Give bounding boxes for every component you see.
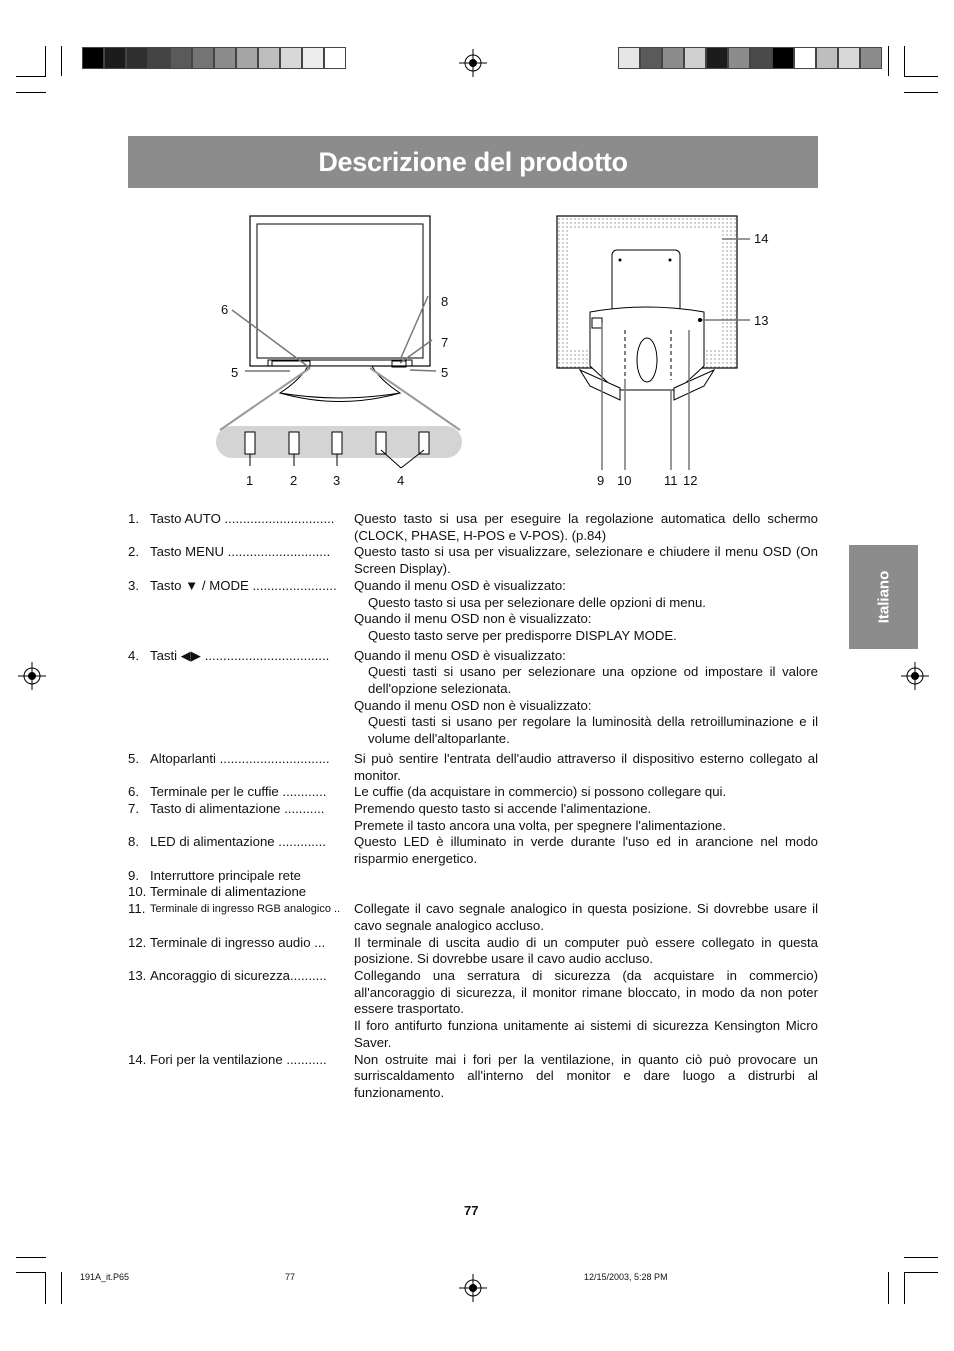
footer-timestamp: 12/15/2003, 5:28 PM [584,1272,668,1282]
callout-5-left: 5 [231,365,239,380]
callout-10: 10 [617,473,632,488]
list-item-number: 3. [128,577,139,593]
description-line: Questo tasto serve per predisporre DISPLAY MODE. [368,627,677,643]
list-item-label: Tasto ▼ / MODE ....................... [150,577,337,593]
list-item-label: Ancoraggio di sicurezza.......... [150,967,327,983]
list-item-label: Terminale di ingresso audio ... [150,934,326,950]
swatch [794,47,816,69]
crop-mark [904,76,938,77]
callout-14: 14 [754,231,769,246]
swatch [728,47,750,69]
footer-file: 191A_it.P65 [80,1272,130,1282]
page-number: 77 [464,1203,479,1218]
list-item-number: 13. [128,967,147,983]
swatch [104,47,126,69]
description-line: Questo tasto si usa per visualizzare, selezionare e chiudere il menu OSD (On Screen Display). [354,544,818,577]
crop-mark [904,1257,938,1258]
list-item-description [354,784,818,801]
crop-mark [16,76,46,77]
description-line: Premendo questo tasto si accende l'alimentazione. [354,800,652,816]
callout-5-right: 5 [441,365,449,380]
description-line: Collegate il cavo segnale analogico in questa posizione. Si dovrebbe usare il cavo segnale analogico accluso. [354,901,818,933]
crop-mark [45,46,46,76]
list-item-description [354,884,818,901]
swatch [236,47,258,69]
crop-mark [16,1272,46,1273]
list-item-label: Altoparlanti .............................. [150,750,330,766]
description-line: Il terminale di uscita audio di un computer può essere collegato in questa posizione. Si dovrebbe usare il cavo audio accluso. [354,934,818,967]
registration-mark-icon [18,662,46,690]
list-item-number: 11. [128,901,146,917]
list-item-number: 5. [128,750,139,766]
swatch [640,47,662,69]
list-item [128,901,818,934]
callout-12: 12 [683,473,698,488]
swatch [170,47,192,69]
swatch [772,47,794,69]
crop-mark [904,46,905,76]
list-item-description [354,1052,818,1102]
list-item-description [354,834,818,867]
list-item-number: 8. [128,834,139,850]
list-item [128,784,818,801]
swatch [838,47,860,69]
list-item-description [354,901,818,934]
monitor-front-diagram [210,210,470,470]
crop-mark [45,1272,46,1304]
swatch [302,47,324,69]
callout-4: 4 [397,473,405,488]
description-line: Questi tasti si usano per regolare la luminosità della retroilluminazione e il volume dell'altoparlante. [368,714,818,747]
callout-2: 2 [290,473,298,488]
list-item-number: 6. [128,784,139,800]
footer-page: 77 [285,1272,296,1282]
swatch [706,47,728,69]
description-line: Si può sentire l'entrata dell'audio attraverso il dispositivo esterno collegato al monitor. [354,750,818,783]
list-item [128,648,818,748]
swatch [148,47,170,69]
list-item [128,544,818,577]
description-line: Non ostruite mai i fori per la ventilazione, in quanto ciò può provocare un surriscaldamento all'interno del monitor e dare luogo a distrurbi al funzionamento. [354,1051,818,1100]
swatch [860,47,882,69]
registration-mark-icon [901,662,929,690]
crop-mark [16,1257,46,1258]
title-band [128,136,818,188]
description-line: Il foro antifurto funziona unitamente ai sistemi di sicurezza Kensington Micro Saver. [354,1018,818,1050]
list-item [128,868,818,885]
description-line: Questi tasti si usano per selezionare una opzione od impostare il valore dell'opzione selezionata. [368,664,818,697]
callout-7: 7 [441,335,449,350]
list-item-number: 1. [128,511,139,526]
grayscale-swatch-bar-right [618,47,882,69]
description-line: Premete il tasto ancora una volta, per spegnere l'alimentazione. [354,817,726,833]
swatch [82,47,104,69]
description-line: Questo tasto si usa per selezionare delle opzioni di menu. [368,594,706,610]
description-line: Questo LED è illuminato in verde durante l'uso ed in arancione nel modo risparmio energetico. [354,834,818,867]
list-item-label: Fori per la ventilazione ........... [150,1051,327,1067]
list-item-description [354,511,818,544]
list-item-description [354,868,818,885]
swatch [280,47,302,69]
list-item-label: Tasto AUTO .............................. [150,511,335,526]
crop-mark [904,92,938,93]
list-item-description [354,801,818,834]
swatch [816,47,838,69]
list-item-label: Interruttore principale rete [150,867,301,883]
swatch [192,47,214,69]
list-item-number: 2. [128,544,139,560]
list-item-label: Terminale di alimentazione [150,884,307,900]
page-title: Descrizione del prodotto [318,147,628,177]
monitor-back-diagram [550,210,750,470]
list-item-description [354,578,818,645]
list-item-label: LED di alimentazione ............. [150,834,326,850]
list-item-label: Terminale per le cuffie ............ [150,784,327,800]
callout-6: 6 [221,302,229,317]
callout-8: 8 [441,294,449,309]
crop-mark [888,1272,889,1304]
registration-mark-icon [459,49,487,77]
grayscale-swatch-bar-left [82,47,346,69]
description-line [354,868,818,885]
crop-mark [904,1272,905,1304]
list-item [128,511,818,544]
list-item [128,834,818,867]
swatch [126,47,148,69]
swatch [324,47,346,69]
description-line: Quando il menu OSD non è visualizzato: [354,611,592,627]
list-item-number: 7. [128,800,139,816]
callout-1: 1 [246,473,254,488]
swatch [684,47,706,69]
list-item-number: 9. [128,867,139,883]
swatch [258,47,280,69]
callout-11: 11 [664,473,678,488]
description-line: Le cuffie (da acquistare in commercio) si possono collegare qui. [354,784,727,800]
crop-mark [61,46,62,76]
list-item-description [354,751,818,784]
list-item-description [354,648,818,748]
description-line [354,884,818,901]
callout-13: 13 [754,313,769,328]
swatch [618,47,640,69]
registration-mark-icon [459,1274,487,1302]
language-tab-label: Italiano [875,570,892,624]
list-item-number: 12. [128,934,147,950]
crop-mark [16,92,46,93]
list-item [128,935,818,968]
list-item-label: Tasti ◀▶ .................................. [150,647,330,663]
list-item-label: Tasto di alimentazione ........... [150,800,325,816]
list-item-description [354,968,818,1052]
list-item-number: 10. [128,884,147,900]
list-item-label: Tasto MENU ............................ [150,544,331,560]
list-item-description [354,544,818,577]
crop-mark [61,1272,62,1304]
swatch [750,47,772,69]
description-line: Quando il menu OSD non è visualizzato: [354,697,592,713]
list-item [128,751,818,784]
description-line: Collegando una serratura di sicurezza (da acquistare in commercio) all'ancoraggio di sicurezza, il monitor rimane bloccato, in modo da non poter essere trasportato. [354,967,818,1017]
list-item [128,801,818,834]
swatch [214,47,236,69]
list-item-number: 14. [128,1051,147,1067]
description-line: Quando il menu OSD è visualizzato: [354,647,566,663]
description-line: Quando il menu OSD è visualizzato: [354,577,566,593]
callout-9: 9 [597,473,605,488]
list-item [128,1052,818,1102]
list-item-label: Terminale di ingresso RGB analogico .. [150,903,341,916]
callout-3: 3 [333,473,341,488]
list-item [128,968,818,1052]
list-item [128,578,818,645]
swatch [662,47,684,69]
parts-description-list [128,511,818,1102]
list-item-description [354,935,818,968]
crop-mark [888,46,889,76]
language-tab [849,545,918,649]
description-line: Questo tasto si usa per eseguire la regolazione automatica dello schermo (CLOCK, PHASE, H-POS e V-POS). (p.84) [354,511,818,543]
list-item [128,884,818,901]
list-item-number: 4. [128,647,139,663]
crop-mark [904,1272,938,1273]
